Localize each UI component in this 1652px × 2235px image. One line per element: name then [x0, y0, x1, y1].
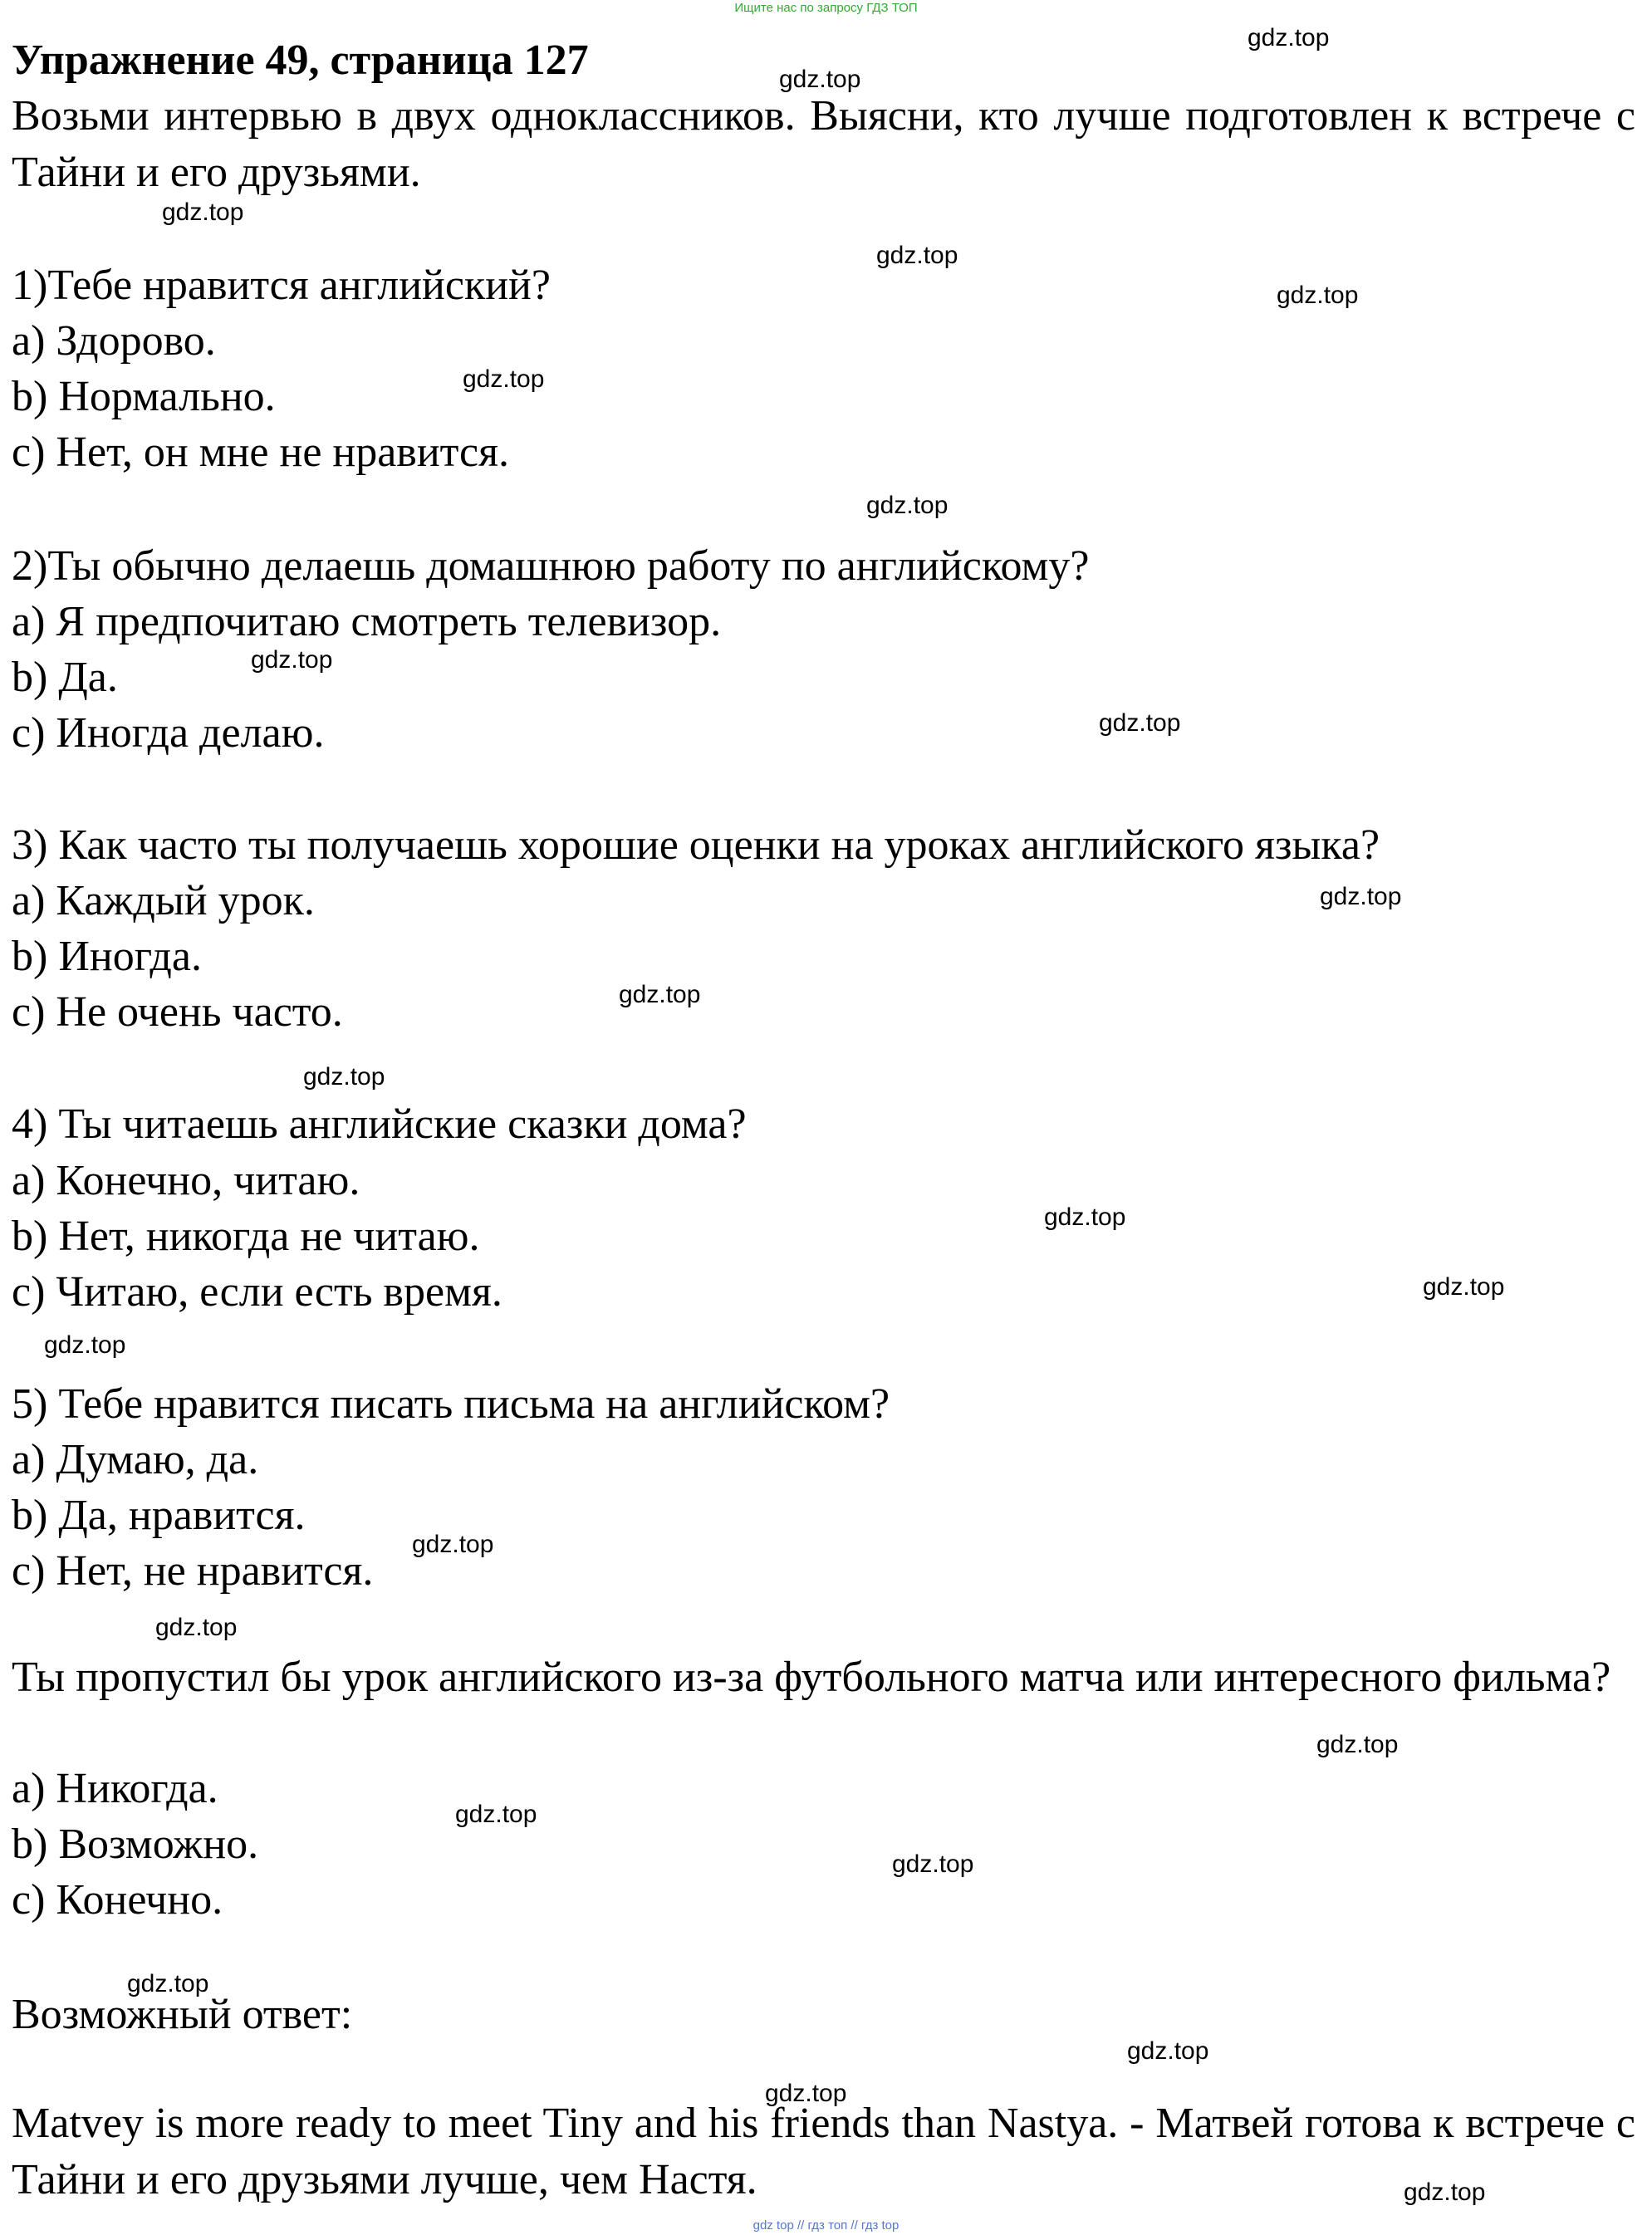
watermark: gdz.top: [44, 1331, 126, 1359]
question-3: 3) Как часто ты получаешь хорошие оценки на уроках английского языка?: [12, 821, 1380, 869]
top-banner[interactable]: Ищите нас по запросу ГДЗ ТОП: [734, 1, 918, 15]
watermark: gdz.top: [876, 242, 958, 269]
watermark: gdz.top: [1044, 1203, 1126, 1231]
watermark: gdz.top: [1099, 709, 1181, 737]
watermark: gdz.top: [779, 66, 861, 93]
watermark: gdz.top: [619, 981, 701, 1008]
question-6-option-c: c) Конечно.: [12, 1876, 223, 1924]
watermark: gdz.top: [455, 1801, 537, 1828]
watermark: gdz.top: [1277, 282, 1359, 309]
question-5: 5) Тебе нравится писать письма на английском?: [12, 1380, 890, 1428]
question-2-option-c: c) Иногда делаю.: [12, 709, 325, 757]
question-3-option-c: c) Не очень часто.: [12, 988, 343, 1036]
question-4: 4) Ты читаешь английские сказки дома?: [12, 1100, 747, 1148]
watermark: gdz.top: [412, 1531, 494, 1558]
watermark: gdz.top: [127, 1970, 209, 1997]
watermark: gdz.top: [1316, 1731, 1399, 1758]
watermark: gdz.top: [1127, 2037, 1209, 2065]
question-6: Ты пропустил бы урок английского из-за футбольного матча или интересного фильма?: [12, 1654, 1611, 1701]
question-1-option-c: c) Нет, он мне не нравится.: [12, 429, 510, 476]
watermark: gdz.top: [155, 1614, 238, 1641]
question-6-option-b: b) Возможно.: [12, 1821, 259, 1868]
answer-text: Matvey is more ready to meet Tiny and his friends than Nastya. - Матвей готова к встрече с Тайни и его друзьями лучше, чем Настя.: [12, 2100, 1635, 2203]
question-1: 1)Тебе нравится английский?: [12, 262, 551, 309]
watermark: gdz.top: [1320, 883, 1402, 910]
question-5-option-b: b) Да, нравится.: [12, 1492, 306, 1539]
question-1-option-a: a) Здорово.: [12, 317, 216, 365]
watermark: gdz.top: [1423, 1273, 1505, 1301]
question-4-option-b: b) Нет, никогда не читаю.: [12, 1213, 480, 1260]
watermark: gdz.top: [866, 492, 949, 519]
question-2: 2)Ты обычно делаешь домашнюю работу по английскому?: [12, 542, 1090, 590]
exercise-title: Упражнение 49, страница 127: [12, 37, 589, 84]
watermark: gdz.top: [1404, 2179, 1486, 2206]
question-4-option-a: a) Конечно, читаю.: [12, 1157, 360, 1204]
question-2-option-b: b) Да.: [12, 654, 118, 701]
question-3-option-b: b) Иногда.: [12, 933, 202, 980]
question-6-option-a: a) Никогда.: [12, 1765, 218, 1812]
watermark: gdz.top: [251, 646, 333, 674]
question-2-option-a: a) Я предпочитаю смотреть телевизор.: [12, 598, 722, 645]
watermark: gdz.top: [463, 365, 545, 393]
question-3-option-a: a) Каждый урок.: [12, 877, 315, 924]
question-4-option-c: c) Читаю, если есть время.: [12, 1268, 502, 1316]
question-5-option-a: a) Думаю, да.: [12, 1436, 259, 1483]
intro-paragraph: Возьми интервью в двух одноклассников. Выясни, кто лучше подготовлен к встрече с Тайни и его друзьями.: [12, 92, 1635, 196]
watermark: gdz.top: [162, 199, 244, 226]
watermark: gdz.top: [1248, 24, 1330, 51]
watermark: gdz.top: [892, 1850, 974, 1878]
watermark: gdz.top: [765, 2080, 847, 2107]
watermark: gdz.top: [303, 1063, 385, 1091]
bottom-banner[interactable]: gdz top // гдз топ // гдз top: [752, 2218, 900, 2233]
answer-label: Возможный ответ:: [12, 1991, 353, 2038]
question-5-option-c: c) Нет, не нравится.: [12, 1547, 374, 1595]
question-1-option-b: b) Нормально.: [12, 373, 276, 420]
